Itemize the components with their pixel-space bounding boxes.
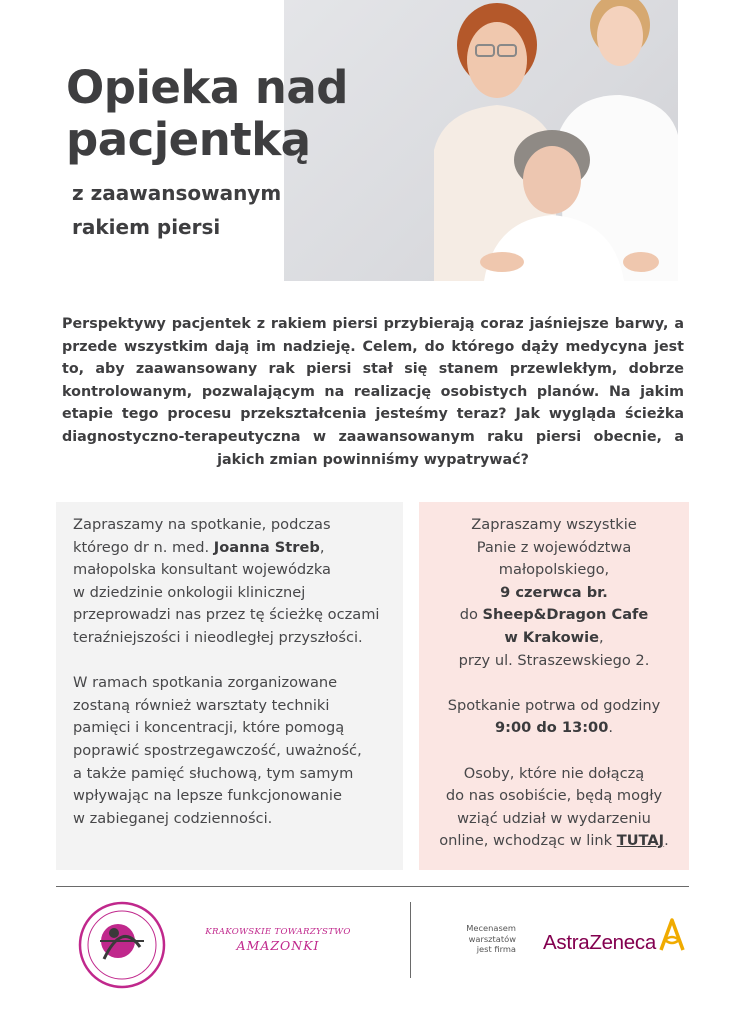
text-line [73, 537, 393, 560]
astrazeneca-logo-mark-icon [655, 916, 689, 952]
event-location-paragraph [423, 514, 685, 672]
title-line: pacjentką [66, 113, 311, 166]
sponsor-line: jest firma [476, 944, 516, 954]
invitation-box [56, 502, 403, 870]
text-line: Spotkanie potrwa od godziny [447, 696, 661, 714]
online-link[interactable]: TUTAJ [616, 832, 665, 850]
intro-line: a przede wszystkim dają im nadzieję. Celem, do którego dąży medycyna [62, 316, 684, 355]
intro-line: jest to, aby zaawansowany rak piersi stał się stanem przewlekłym, dobrze [62, 338, 685, 378]
subtitle-line: z zaawansowanym [72, 181, 282, 205]
text-line: zostaną również warsztaty techniki [73, 696, 330, 714]
text-line [423, 717, 685, 740]
text-fragment: którego dr n. med. [73, 538, 214, 556]
krakow-society-logo [203, 926, 353, 954]
text-line: a także pamięć słuchową, tym samym [73, 764, 354, 782]
sponsor-line: Mecenasem [466, 923, 516, 933]
online-paragraph [423, 763, 685, 853]
page-title [66, 62, 348, 166]
kta-line: KRAKOWSKIE TOWARZYSTWO [205, 927, 351, 937]
intro-line: etapie tego procesu przekształcenia jesteśmy teraz? Jak wygląda ścieżka [62, 406, 684, 423]
text-line: poprawić spostrzegawczość, uważność, [73, 741, 362, 759]
footer-divider [56, 886, 689, 887]
federation-amazonki-logo-icon [78, 901, 166, 989]
text-fragment: do [459, 606, 483, 624]
text-fragment: online, wchodząc w link [439, 832, 617, 850]
subtitle-line: rakiem piersi [72, 215, 221, 239]
federation-amazonki-logo [78, 901, 166, 989]
event-date: 9 czerwca br. [500, 583, 608, 601]
event-city: w Krakowie [504, 628, 599, 646]
text-line: w zabieganej codzienności. [73, 809, 273, 827]
text-fragment: , [319, 538, 325, 556]
text-line: Osoby, które nie dołączą [463, 764, 645, 782]
sponsor-line: warsztatów [468, 933, 516, 944]
text-line: wziąć udział w wydarzeniu [457, 809, 651, 827]
footer-vertical-divider [410, 902, 411, 978]
text-line: do nas osobiście, będą mogły [445, 787, 663, 805]
text-line [423, 830, 685, 853]
event-details-box [419, 502, 689, 870]
astrazeneca-wordmark: AstraZeneca [543, 931, 656, 954]
page-subtitle [72, 176, 281, 244]
text-line: przeprowadzi nas przez tę ścieżkę oczami [73, 606, 380, 624]
event-address: przy ul. Straszewskiego 2. [458, 651, 650, 669]
text-line: pamięci i koncentracji, które pomogą [73, 719, 345, 737]
text-fragment: . [664, 832, 669, 850]
text-fragment: . [608, 719, 614, 737]
event-time: 9:00 do 13:00 [494, 719, 609, 737]
text-line [423, 627, 685, 650]
intro-line: a jakich zmian powinniśmy wypatrywać? [217, 428, 684, 468]
speaker-name: Joanna Streb [213, 538, 320, 556]
invitation-paragraph [73, 514, 393, 650]
intro-line: kontrolowanym, pozwalającym na realizację osobistych planów. Na jakim [62, 383, 684, 400]
text-line: Zapraszamy na spotkanie, podczas [73, 516, 331, 533]
event-time-paragraph [423, 695, 685, 740]
text-line: wpływając na lepsze funkcjonowanie [73, 787, 342, 805]
text-fragment: , [599, 628, 604, 646]
intro-line: Perspektywy pacjentek z rakiem piersi przybierają coraz jaśniejsze barwy, [62, 316, 669, 332]
intro-paragraph [62, 313, 684, 471]
text-line [423, 604, 685, 627]
kta-line: AMAZONKI [236, 938, 320, 953]
text-line: W ramach spotkania zorganizowane [73, 674, 338, 692]
text-line: małopolskiego, [498, 561, 610, 579]
text-line: Panie z województwa [476, 538, 632, 556]
workshop-paragraph [73, 672, 393, 830]
text-line: małopolska konsultant wojewódzka [73, 561, 331, 579]
text-line: w dziedzinie onkologii klinicznej [73, 583, 306, 601]
text-line: teraźniejszości i nieodległej przyszłości. [73, 628, 363, 646]
text-line: Zapraszamy wszystkie [471, 516, 637, 533]
sponsor-note [446, 923, 516, 955]
event-venue: Sheep&Dragon Cafe [482, 606, 649, 624]
intro-line: diagnostyczno-terapeutyczna w zaawansowanym raku piersi obecnie, [62, 428, 662, 445]
title-line: Opieka nad [66, 61, 348, 114]
